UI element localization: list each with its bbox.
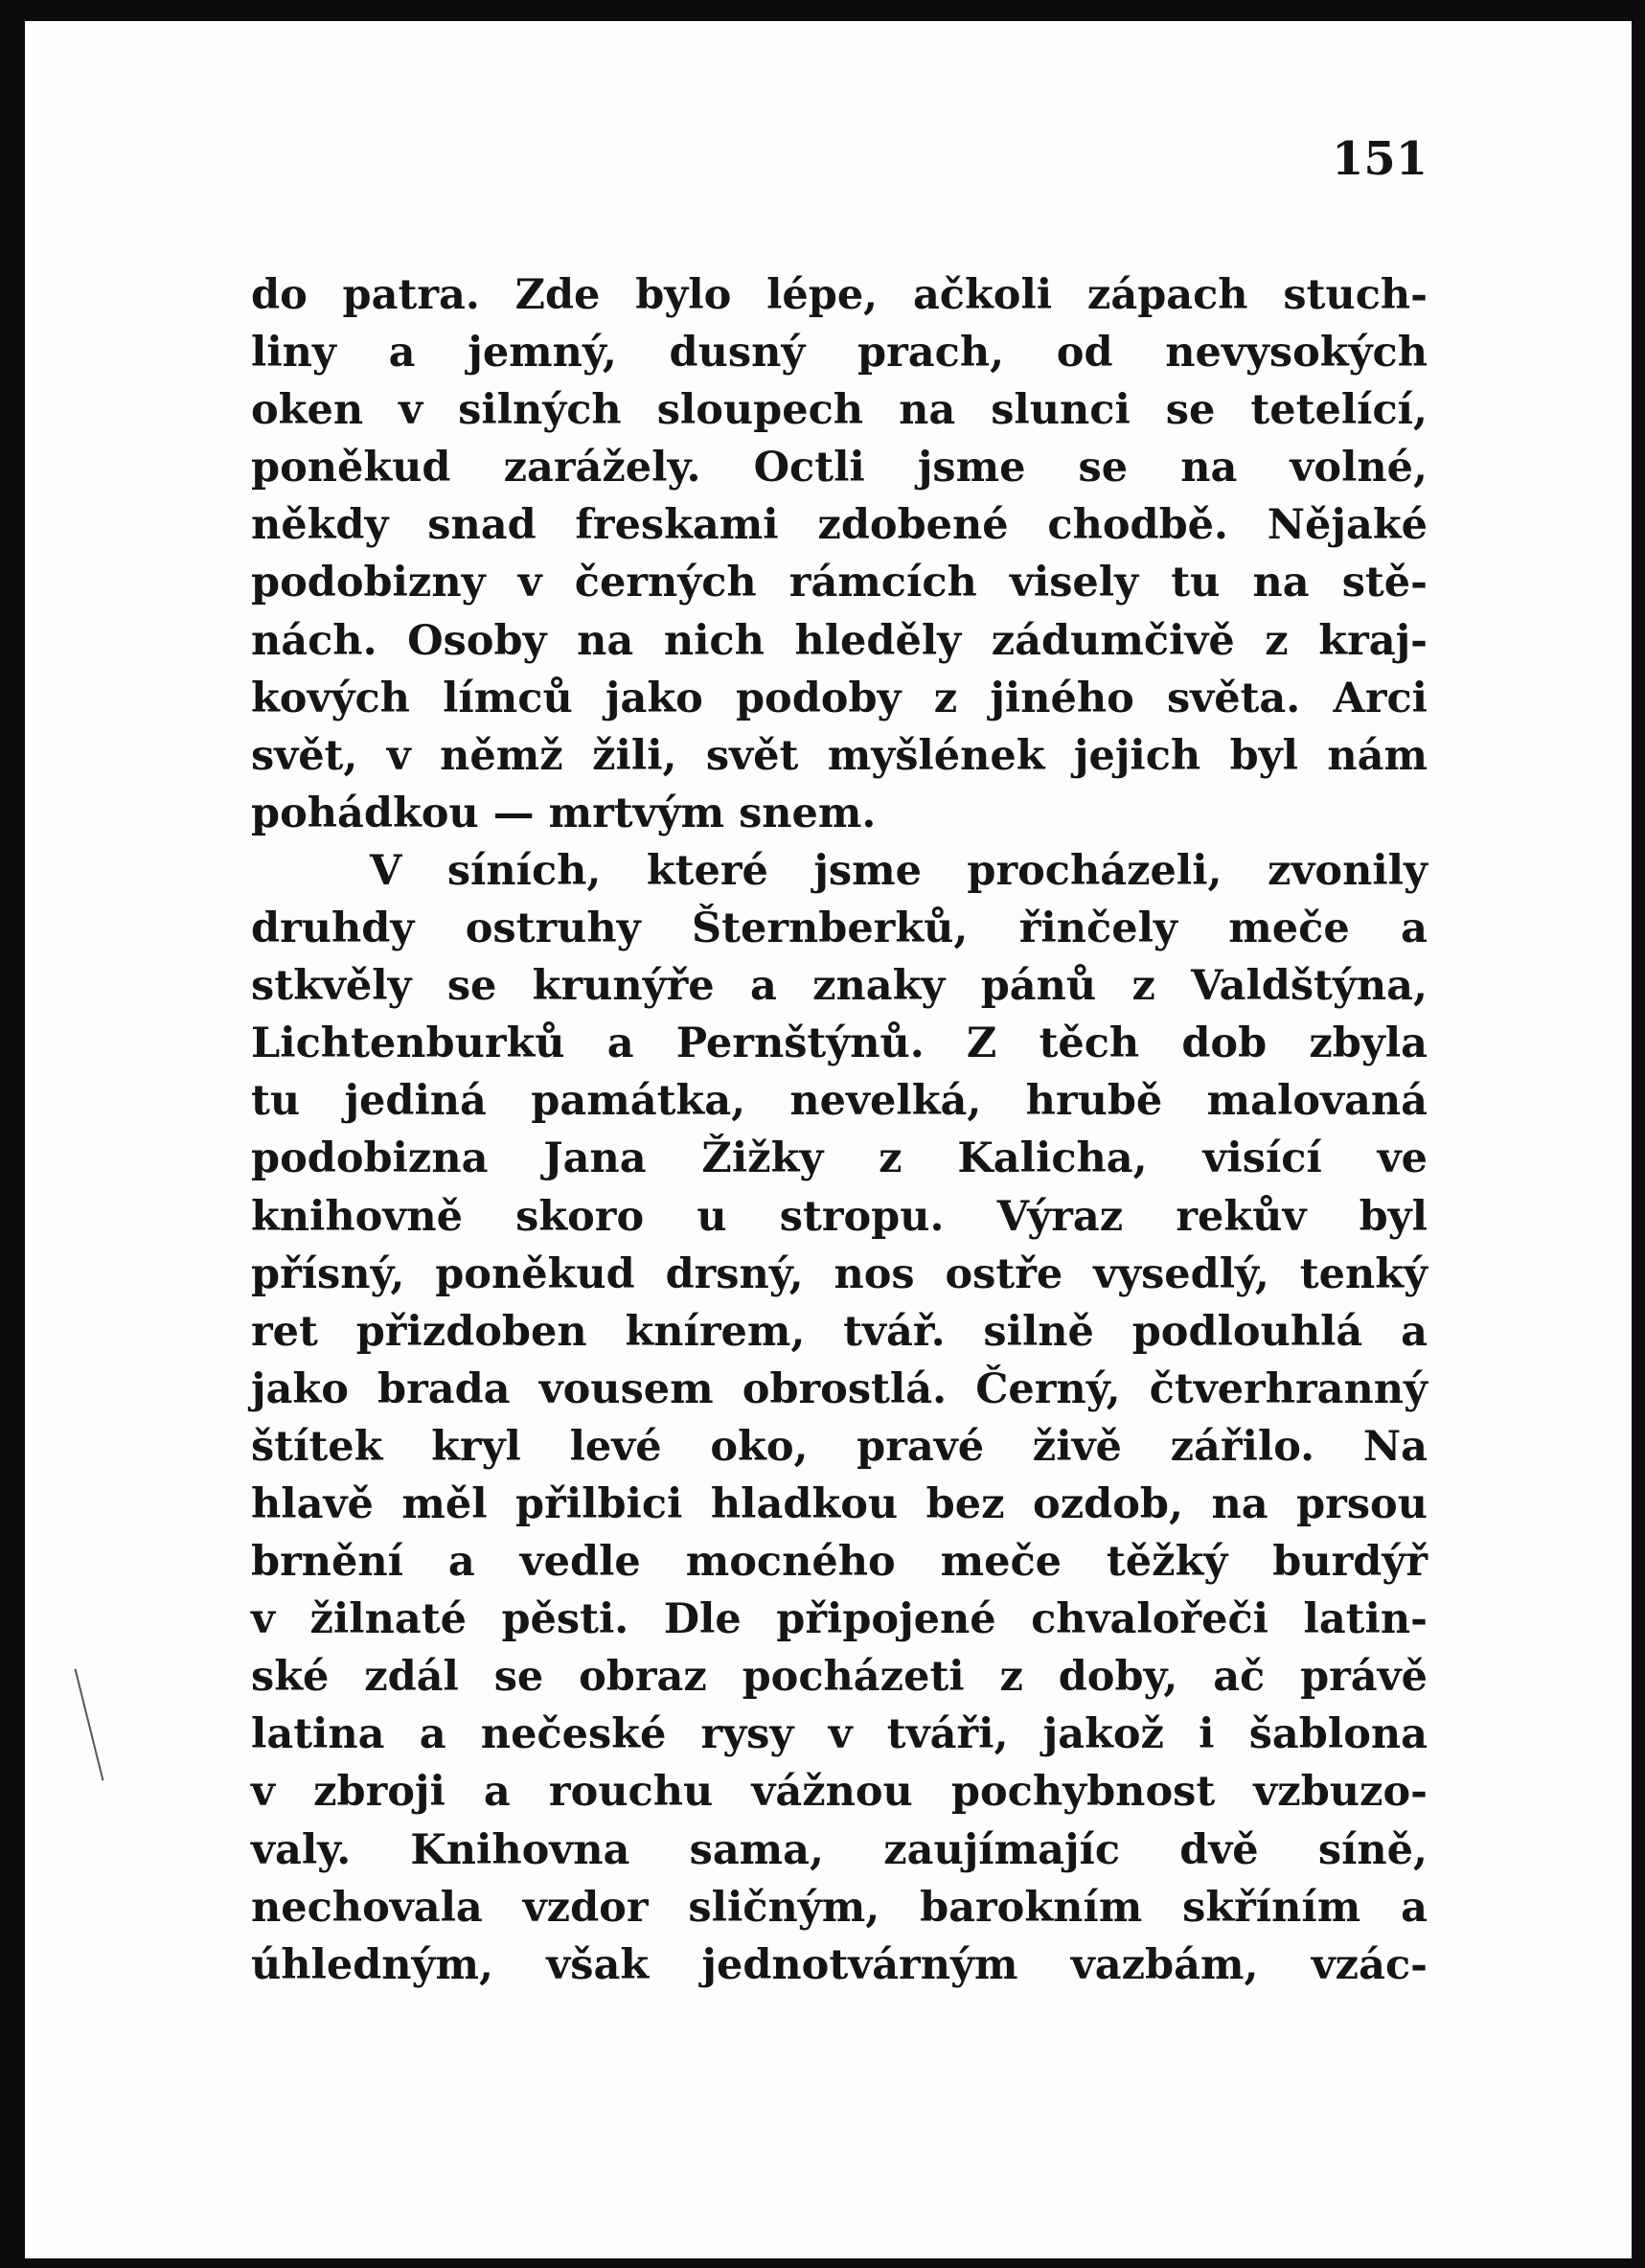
- text-line: tu jediná památka, nevelká, hrubě malovaná: [251, 1077, 1428, 1126]
- text-line: někdy snad freskami zdobené chodbě. Nějaké: [251, 501, 1428, 550]
- text-line: poněkud zarážely. Octli jsme se na volné,: [251, 444, 1428, 493]
- text-line: svět, v němž žili, svět myšlének jejich byl nám: [251, 731, 1428, 780]
- text-line: knihovně skoro u stropu. Výraz rekův byl: [251, 1192, 1428, 1241]
- text-line: nách. Osoby na nich hleděly zádumčivě z kraj-: [251, 616, 1428, 665]
- text-line: liny a jemný, dusný prach, od nevysokých: [251, 329, 1428, 378]
- text-line: přísný, poněkud drsný, nos ostře vysedlý, tenký: [251, 1249, 1428, 1298]
- text-line: ret přizdoben knírem, tvář. silně podlouhlá a: [251, 1307, 1428, 1356]
- text-line: v zbroji a rouchu vážnou pochybnost vzbuzo-: [251, 1768, 1428, 1817]
- text-line: hlavě měl přilbici hladkou bez ozdob, na prsou: [251, 1479, 1428, 1528]
- text-line: Lichtenburků a Pernštýnů. Z těch dob zbyla: [251, 1019, 1428, 1068]
- text-line: valy. Knihovna sama, zaujímajíc dvě síně,: [251, 1825, 1428, 1874]
- page-number: 151: [1332, 132, 1428, 186]
- text-line-paragraph-end: pohádkou — mrtvým snem.: [251, 789, 877, 837]
- text-line: jako brada vousem obrostlá. Černý, čtverhranný: [251, 1364, 1428, 1413]
- text-line: do patra. Zde bylo lépe, ačkoli zápach stuch-: [251, 271, 1428, 319]
- text-line-paragraph-start: V síních, které jsme procházeli, zvonily: [370, 846, 1428, 895]
- text-line: brnění a vedle mocného meče těžký burdýř: [251, 1538, 1428, 1587]
- text-line: ské zdál se obraz pocházeti z doby, ač právě: [251, 1653, 1428, 1702]
- text-line: oken v silných sloupech na slunci se tetelící,: [251, 386, 1428, 435]
- text-line: podobizny v černých rámcích visely tu na stě-: [251, 559, 1428, 607]
- body-text: [251, 266, 1428, 1994]
- text-line: v žilnaté pěsti. Dle připojené chvalořeči latin-: [251, 1595, 1428, 1644]
- text-line: stkvěly se krunýře a znaky pánů z Valdštýna,: [251, 962, 1428, 1011]
- text-line: podobizna Jana Žižky z Kalicha, visící ve: [251, 1134, 1428, 1183]
- text-line: kových límců jako podoby z jiného světa. Arci: [251, 674, 1428, 722]
- text-line: štítek kryl levé oko, pravé živě zářilo. Na: [251, 1422, 1428, 1471]
- text-line: latina a nečeské rysy v tváři, jakož i šablona: [251, 1710, 1428, 1759]
- text-line: nechovala vzdor sličným, barokním skříním a: [251, 1883, 1428, 1932]
- text-line: úhledným, však jednotvárným vazbám, vzác-: [251, 1940, 1428, 1989]
- text-line: druhdy ostruhy Šternberků, řinčely meče a: [251, 905, 1428, 953]
